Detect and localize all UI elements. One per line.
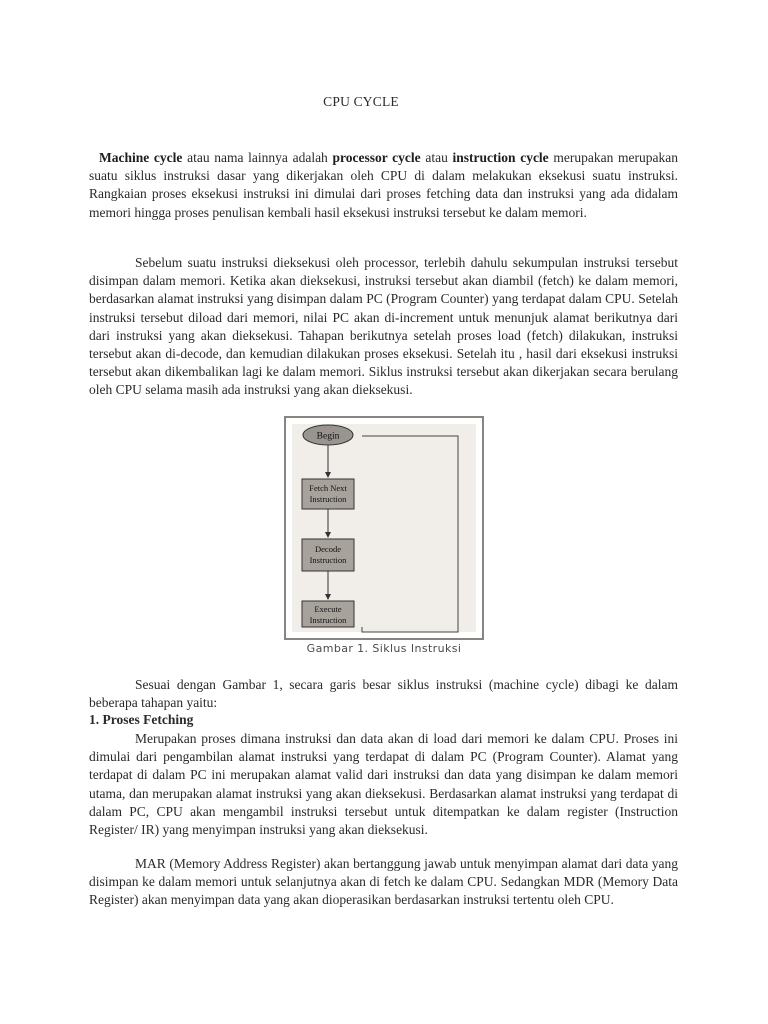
paragraph-instruction-process [89,254,678,400]
term-instruction-cycle: instruction cycle [452,150,549,165]
paragraph-mar-mdr [89,855,678,910]
loop-back-line [362,436,458,632]
term-machine-cycle: Machine cycle [99,150,183,165]
intro-text-3: merupakan merupakan suatu siklus instruksi dasar yang dikerjakan oleh CPU di dalam melakukan eksekusi suatu instruksi. Rangkaian proses eksekusi instruksi ini dimulai dari proses fetching data dan instruksi yang ada didalam memori hingga proses penulisan kembali hasil eksekusi instruksi tersebut ke dalam memori. [89,150,678,220]
intro-text-1: atau nama lainnya adalah [182,150,333,165]
fetch-label-1: Fetch Next [309,483,347,493]
execute-label-2: Instruction [309,615,347,625]
execute-label-1: Execute [314,604,342,614]
paragraph-stages-intro [89,676,678,712]
fetch-label-2: Instruction [309,494,347,504]
decode-label-2: Instruction [309,555,347,565]
page-title: CPU CYCLE [323,94,399,109]
intro-text-2: atau [420,150,453,165]
instruction-cycle-figure [284,416,484,640]
flowchart-diagram [286,418,482,638]
section-heading-fetching: 1. Proses Fetching [89,712,194,727]
begin-label: Begin [316,431,340,442]
paragraph-fetching [89,730,678,839]
figure-caption: Gambar 1. Siklus Instruksi [306,642,462,655]
paragraph-intro [89,149,678,222]
paragraph-fetching-text: Merupakan proses dimana instruksi dan data akan di load dari memori ke dalam CPU. Proses ini dimulai dari pengambilan alamat instruksi yang terdapat di dalam PC (Program Counter). Alamat yang terdapat di dalam PC ini merupakan alamat valid dari instruksi dan data yang disimpan ke dalam memori utama, dan merupakan alamat instruksi yang akan dieksekusi. Berdasarkan alamat instruksi yang terdapat di dalam PC, CPU akan mengambil instruksi tersebut untuk ditempatkan ke dalam register (Instruction Register/ IR) yang menyimpan instruksi yang akan dieksekusi. [89,731,678,838]
term-processor-cycle: processor cycle [332,150,421,165]
paragraph-stages-intro-text: Sesuai dengan Gambar 1, secara garis besar siklus instruksi (machine cycle) dibagi ke dalam beberapa tahapan yaitu: [89,677,678,711]
decode-label-1: Decode [315,544,341,554]
paragraph-mar-mdr-text: MAR (Memory Address Register) akan bertanggung jawab untuk menyimpan alamat dari data yang disimpan ke dalam memori untuk selanjutnya akan di fetch ke dalam CPU. Sedangkan MDR (Memory Data Register) akan menyimpan data yang akan dioperasikan berdasarkan instruksi tertentu oleh CPU. [89,856,678,908]
paragraph-instruction-process-text: Sebelum suatu instruksi dieksekusi oleh processor, terlebih dahulu sekumpulan instruksi tersebut disimpan dalam memori. Ketika akan dieksekusi, instruksi tersebut akan diambil (fetch) ke dalam memori, berdasarkan alamat instruksi yang disimpan dalam PC (Program Counter) yang terdapat dalam CPU. Setelah instruksi tersebut diload dari memori, nilai PC akan di-increment untuk menunjuk alamat berikutnya dari dari instruksi yang akan dieksekusi. Tahapan berikutnya setelah proses load (fetch) dilakukan, instruksi tersebut akan di-decode, dan kemudian dilakukan proses eksekusi. Setelah itu , hasil dari eksekusi instruksi tersebut akan dikembalikan lagi ke dalam memori. Siklus instruksi tersebut akan dikerjakan secara berulang oleh CPU selama masih ada instruksi yang akan dieksekusi. [89,255,678,398]
